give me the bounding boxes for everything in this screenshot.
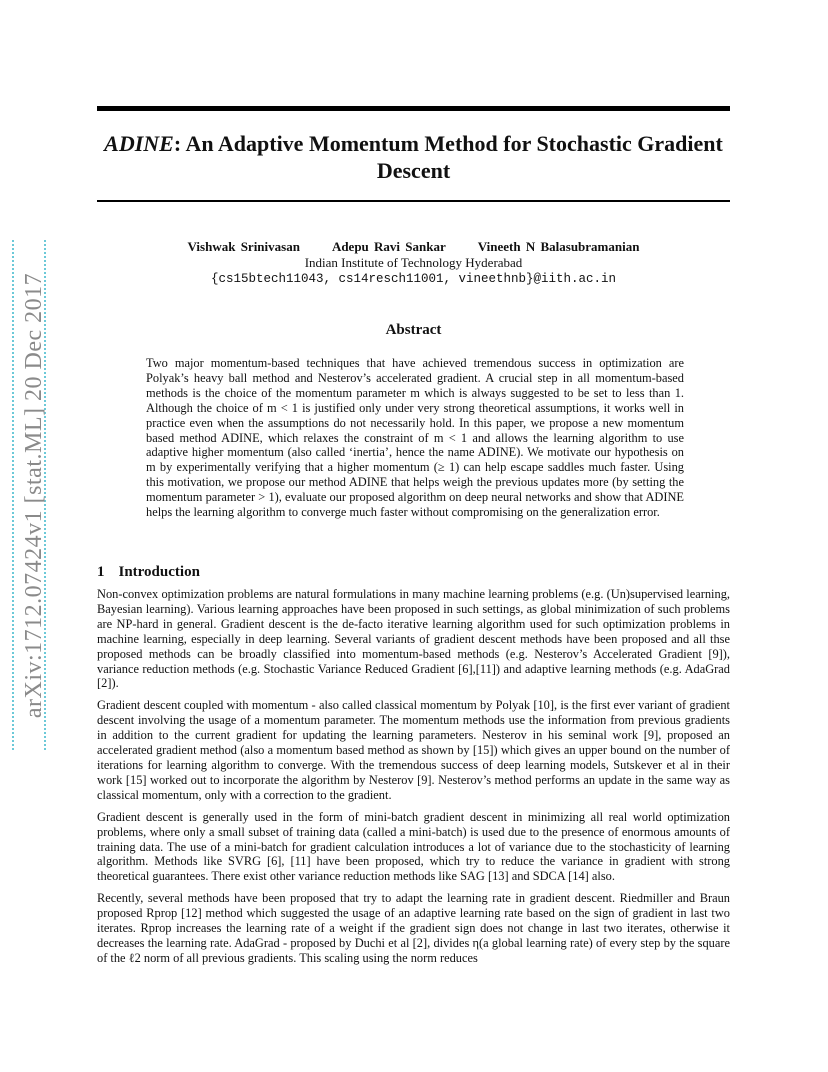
arxiv-stamp-text[interactable]: arXiv:1712.07424v1 [stat.ML] 20 Dec 2017	[21, 272, 48, 718]
section-number: 1	[97, 564, 105, 580]
body-paragraph: Gradient descent is generally used in the form of mini-batch gradient descent in minimizing all real world optimization problems, where only a small subset of training data (called a mini-batch) is used due to the presence of enormous amounts of training data. The use of a mini-batch for gradient calculation introduces a lot of variance due to the stochasticity of learning algorithm. Methods like SVRG [6], [11] have been proposed, which try to reduce the variance in gradient with strong theoretical guarantees. There exist other variance reduction methods like SAG [13] and SDCA [14] also.	[97, 809, 730, 884]
author-name: Adepu Ravi Sankar	[331, 239, 446, 254]
body-paragraph: Gradient descent coupled with momentum - also called classical momentum by Polyak [10], is the first ever variant of gradient descent involving the usage of a momentum parameter. The momentum methods use the information from previous gradients in addition to the current gradient for updating the learning parameters. Nesterov in his seminal work [9], proposed an accelerated gradient method (also a momentum based method as shown by [15]) which gives an upper bound on the number of iterations for learning algorithm to converge. With the tremendous success of deep learning models, Sutskever et al in their work [15] worked out to incorporate the algorithm by Nesterov [9]. Nesterov’s method performs an update in the same way as classical momentum, only with a correction to the gradient.	[97, 698, 730, 802]
paper-title	[97, 130, 730, 184]
title-text: : An Adaptive Momentum Method for Stochastic Gradient Descent	[173, 131, 723, 183]
arxiv-stamp[interactable]	[20, 240, 50, 750]
section-title: Introduction	[118, 564, 200, 580]
title-bottom-rule	[97, 200, 730, 202]
author-names	[97, 239, 730, 255]
author-name: Vishwak Srinivasan	[187, 239, 300, 254]
author-emails: {cs15btech11043, cs14resch11001, vineethnb}@iith.ac.in	[210, 272, 617, 286]
author-block	[97, 239, 730, 287]
abstract-text: Two major momentum-based techniques that have achieved tremendous success in optimization are Polyak’s heavy ball method and Nesterov’s accelerated gradient. A crucial step in all momentum-based methods is the choice of the momentum parameter m which is always suggested to be set to less than 1. Although the choice of m < 1 is justified only under very strong theoretical assumptions, it works well in practice even when the assumptions do not necessarily hold. In this paper, we propose a new momentum based method ADINE, which relaxes the constraint of m < 1 and allows the learning algorithm to use adaptive higher momentum (also called ‘inertia’, hence the name ADINE). We motivate our hypothesis on m by experimentally verifying that a higher momentum (≥ 1) can help escape saddles much faster. Using this motivation, we propose our method ADINE that helps weigh the previous updates more (by setting the momentum parameter > 1), evaluate our proposed algorithm on deep neural networks and show that ADINE helps the learning algorithm to converge much faster without compromising on the generalization error.	[146, 356, 684, 520]
section-heading	[97, 564, 200, 581]
body-paragraph: Recently, several methods have been proposed that try to adapt the learning rate in gradient descent. Riedmiller and Braun proposed Rprop [12] method which suggested the usage of an adaptive learning rate based on the sign of gradient in last two iterates. Rprop increases the learning rate of a weight if the gradient sign does not change in last two iterates, otherwise it decreases the learning rate. AdaGrad - proposed by Duchi et al [2], divides η(a global learning rate) of every step by the square of the ℓ2 norm of all previous gradients. This scaling using the norm reduces	[97, 891, 730, 965]
introduction-body	[97, 587, 730, 973]
abstract-heading: Abstract	[385, 322, 442, 338]
author-name: Vineeth N Balasubramanian	[477, 239, 640, 254]
author-affiliation: Indian Institute of Technology Hyderabad	[304, 255, 523, 270]
title-method-name: ADINE	[104, 131, 174, 156]
body-paragraph: Non-convex optimization problems are natural formulations in many machine learning problems (e.g. (Un)supervised learning, Bayesian learning). Various learning approaches have been proposed in such settings, as global minimization of such problems are NP-hard in general. Gradient descent is the de-facto iterative learning algorithm used for such optimization problems in machine learning, especially in deep learning. Several variants of gradient descent methods have been proposed and all thse proposed methods can be broadly classified into momentum-based methods (e.g. Nesterov’s Accelerated Gradient [9]), variance reduction methods (e.g. Stochastic Variance Reduced Gradient [6],[11]) and adaptive learning methods (e.g. AdaGrad [2]).	[97, 587, 730, 691]
title-top-rule	[97, 106, 730, 111]
